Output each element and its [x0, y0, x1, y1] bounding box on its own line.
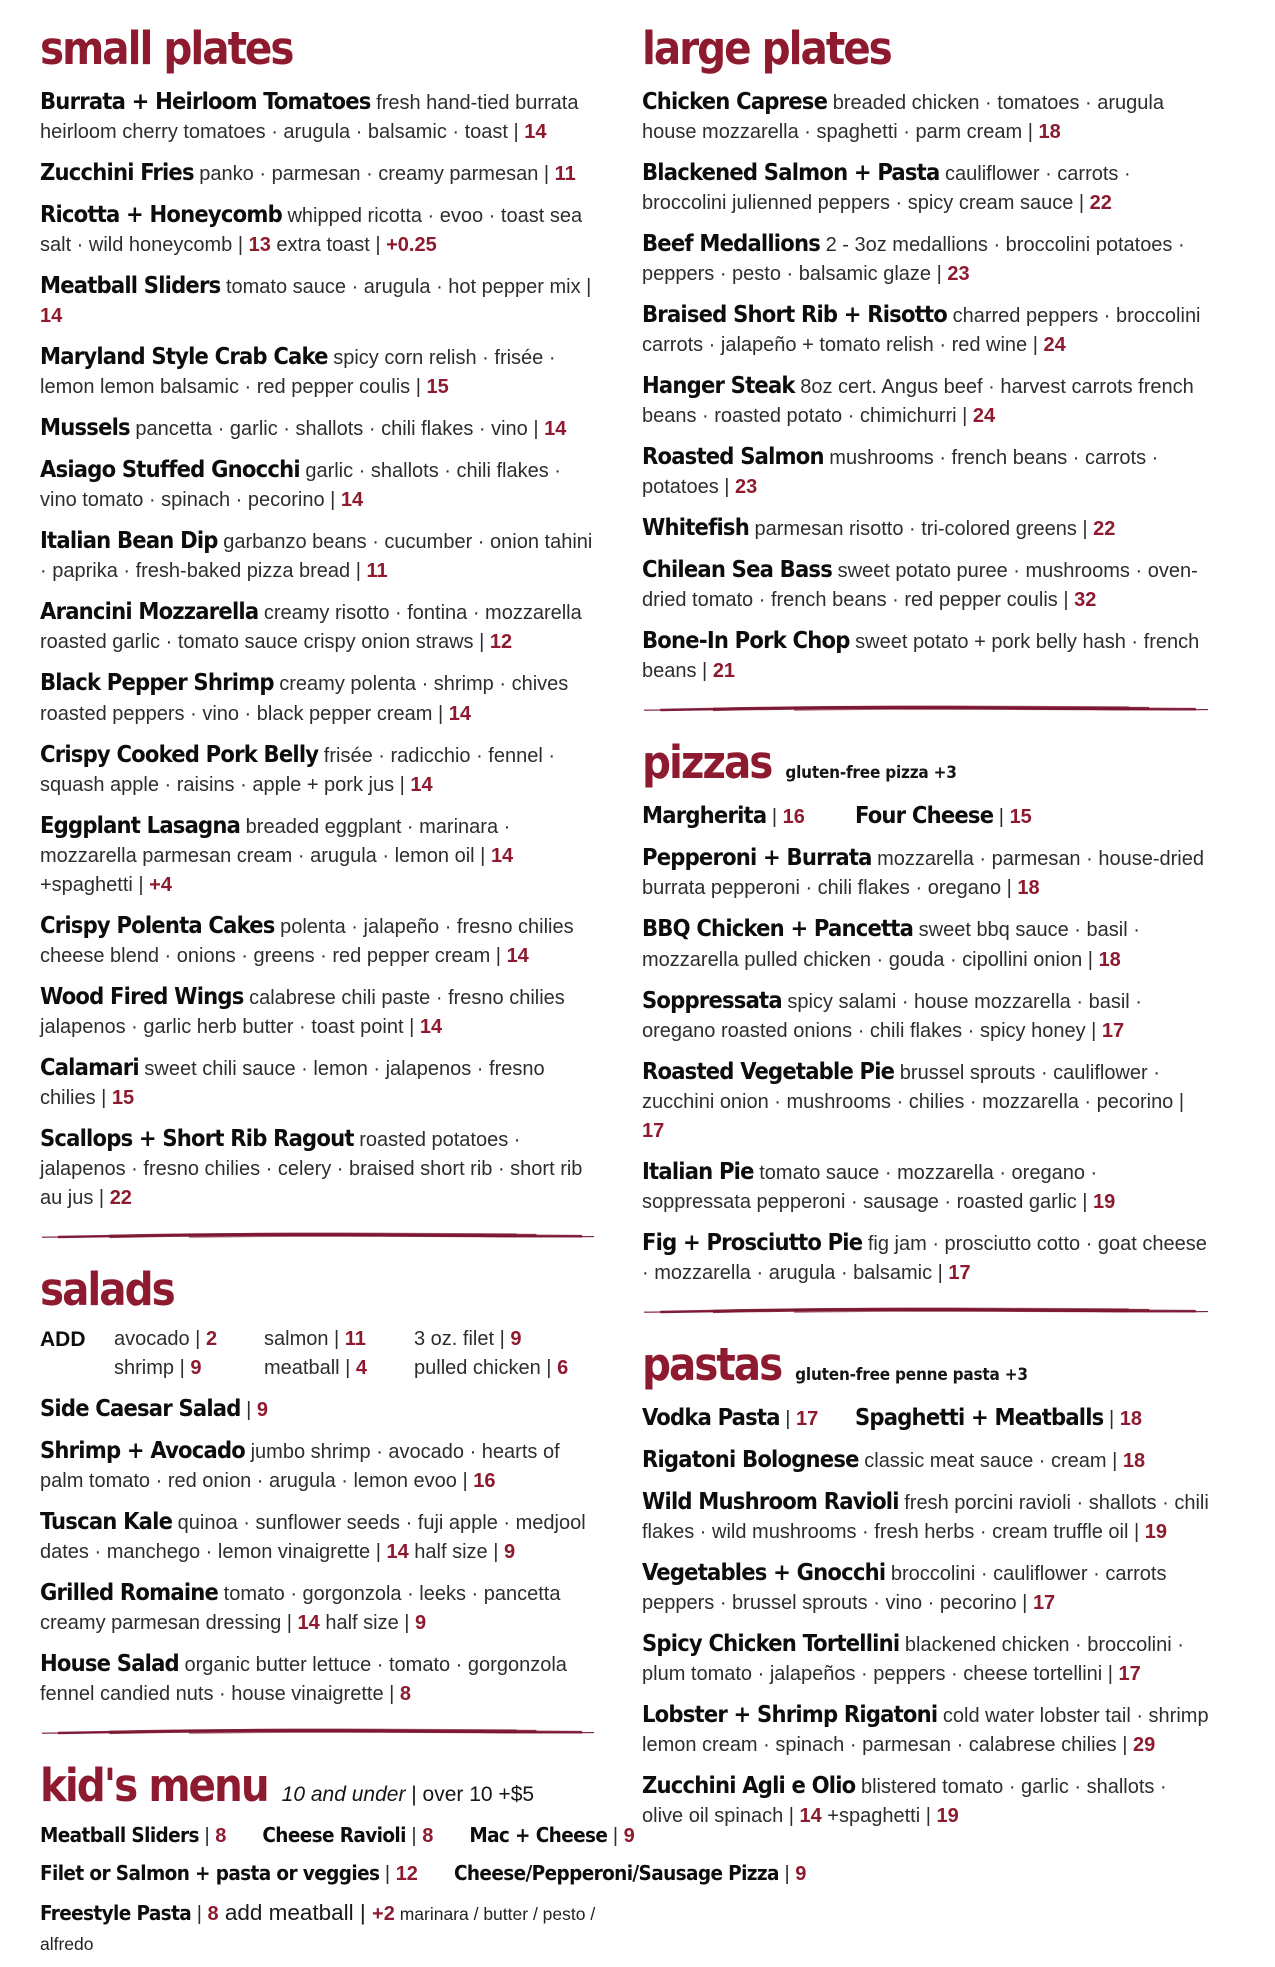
item-description: organic butter lettuce · tomato · gorgonzola fennel candied nuts · house vinaigrette |: [40, 1654, 567, 1706]
menu-item: [40, 1575, 596, 1638]
section-title-text: salads: [40, 1262, 174, 1316]
price: 32: [1074, 589, 1097, 612]
item-description: creamy risotto · fontina · mozzarella roasted garlic · tomato sauce crispy onion straws |: [40, 602, 582, 654]
menu-item: [642, 1225, 1210, 1288]
price: 16: [473, 1469, 496, 1492]
add-ons-label: ADD: [40, 1327, 86, 1351]
price: 21: [712, 660, 736, 683]
item-description: sweet chili sauce · lemon · jalapenos · fresno chilies |: [40, 1057, 545, 1109]
section-large-plates: [642, 22, 1210, 686]
item-description: |: [379, 1862, 396, 1885]
item-name: Crispy Cooked Pork Belly: [40, 739, 319, 768]
menu-item: [642, 1697, 1210, 1760]
section-note: gluten-free pizza +3: [785, 763, 957, 784]
price: 9: [795, 1862, 807, 1885]
section-title-text: kid's menu: [40, 1759, 268, 1813]
section-divider: [642, 1306, 1210, 1316]
item-name: Whitefish: [642, 513, 749, 542]
item-name: Lobster + Shrimp Rigatoni: [642, 1699, 938, 1728]
price: 9: [256, 1398, 269, 1421]
menu-item: [642, 911, 1210, 974]
item-name: Vodka Pasta: [642, 1402, 780, 1431]
item-description: shrimp |: [114, 1356, 191, 1379]
item-name: Italian Bean Dip: [40, 526, 218, 555]
item-description: spicy salami · house mozzarella · basil · oregano roasted onions · chili flakes · spicy honey |: [642, 990, 1142, 1042]
item-description: sweet bbq sauce · basil · mozzarella pulled chicken · gouda · cipollini onion |: [642, 919, 1140, 971]
item-description: breaded eggplant · marinara · mozzarella parmesan cream · arugula · lemon oil |: [40, 815, 511, 867]
add-on-item: [114, 1354, 264, 1383]
price: 18: [1098, 948, 1121, 971]
menu-item: [642, 84, 1210, 147]
price: 9: [503, 1540, 516, 1563]
section-divider: [40, 1231, 596, 1241]
item-description: fresh hand-tied burrata heirloom cherry tomatoes · arugula · balsamic · toast |: [40, 91, 579, 143]
item-name: Spicy Chicken Tortellini: [642, 1628, 900, 1657]
price: 8: [399, 1683, 411, 1706]
menu-item: [642, 840, 1210, 903]
item-name: House Salad: [40, 1649, 179, 1678]
menu-item: [642, 1555, 1210, 1618]
item-name: Beef Medallions: [642, 229, 821, 258]
item-description: blackened chicken · broccolini · plum tomato · jalapeños · peppers · cheese tortellini |: [642, 1633, 1184, 1685]
menu-item: [642, 983, 1210, 1046]
brush-stroke-icon: [40, 1727, 596, 1737]
price: 14: [419, 1015, 443, 1038]
menu-pair: [642, 1400, 1210, 1434]
section-note: | over 10 +$5: [411, 1783, 535, 1807]
price: 11: [366, 560, 388, 583]
price: 18: [1038, 120, 1061, 143]
item-name: Blackened Salmon + Pasta: [642, 157, 940, 186]
menu-item: [469, 1821, 634, 1851]
menu-kids-row: [40, 1859, 807, 1889]
item-description: 3 oz. filet |: [414, 1327, 511, 1350]
price: 23: [735, 476, 758, 499]
item-name: Zucchini Agli e Olio: [642, 1771, 856, 1800]
menu-item: [40, 1821, 226, 1851]
price: 29: [1132, 1734, 1156, 1757]
item-description: |: [191, 1902, 208, 1925]
section-pizzas: [642, 736, 1210, 1287]
add-ons-column: [414, 1325, 568, 1383]
item-description: brussel sprouts · cauliflower · zucchini onion · mushrooms · chilies · mozzarella · pecorino |: [642, 1061, 1185, 1113]
price: 17: [948, 1261, 971, 1284]
menu-item: [40, 1433, 596, 1496]
price: 19: [1144, 1520, 1168, 1543]
item-description: 2 - 3oz medallions · broccolini potatoes · peppers · pesto · balsamic glaze |: [642, 234, 1185, 286]
item-name: Pepperoni + Burrata: [642, 843, 872, 872]
price: 14: [297, 1612, 320, 1635]
menu-item: [642, 1400, 855, 1434]
menu-item: [642, 297, 1210, 360]
item-description: classic meat sauce · cream |: [858, 1449, 1123, 1472]
price: 18: [1119, 1407, 1143, 1430]
item-description: |: [240, 1398, 257, 1421]
item-note: marinara / butter / pesto / alfredo: [40, 1903, 596, 1954]
menu-item: [40, 1859, 418, 1889]
item-description: breaded chicken · tomatoes · arugula house mozzarella · spaghetti · parm cream |: [642, 91, 1164, 143]
item-name: Grilled Romaine: [40, 1577, 219, 1606]
menu-item: [40, 808, 596, 900]
item-description: |: [607, 1824, 624, 1847]
menu-item: [40, 155, 596, 189]
brush-stroke-icon: [40, 1231, 596, 1241]
menu-item: [40, 979, 596, 1042]
item-name: Shrimp + Avocado: [40, 1435, 246, 1464]
item-name: Italian Pie: [642, 1156, 754, 1185]
item-description: 8oz cert. Angus beef · harvest carrots french beans · roasted potato · chimichurri |: [642, 376, 1194, 428]
menu-item: [40, 268, 596, 331]
item-description: quinoa · sunflower seeds · fuji apple · medjool dates · manchego · lemon vinaigrette |: [40, 1511, 586, 1563]
item-name: Mussels: [40, 413, 130, 442]
item-description: fig jam · prosciutto cotto · goat cheese · mozzarella · arugula · balsamic |: [642, 1232, 1207, 1284]
item-name: Wild Mushroom Ravioli: [642, 1486, 899, 1515]
item-name: Cheese Ravioli: [262, 1822, 406, 1847]
price: 17: [1032, 1591, 1056, 1614]
price: 9: [623, 1824, 635, 1847]
item-description: |: [405, 1824, 423, 1847]
item-description: pulled chicken |: [414, 1356, 558, 1379]
item-name: Burrata + Heirloom Tomatoes: [40, 86, 371, 115]
menu-item: [855, 801, 1032, 830]
price: 6: [557, 1356, 569, 1379]
item-name: Rigatoni Bolognese: [642, 1444, 859, 1473]
section-small-plates: [40, 22, 596, 1213]
price: 14: [799, 1805, 822, 1828]
item-name: BBQ Chicken + Pancetta: [642, 914, 914, 943]
menu-item: [642, 1054, 1210, 1146]
price: 15: [111, 1086, 135, 1109]
menu-item: [40, 452, 596, 515]
price: 14: [340, 489, 364, 512]
menu-item: [642, 1626, 1210, 1689]
item-name: Freestyle Pasta: [40, 1900, 192, 1925]
menu-item: [40, 1391, 596, 1425]
price: 13: [248, 234, 271, 257]
item-description: tomato sauce · mozzarella · oregano · soppressata pepperoni · sausage · roasted garlic |: [642, 1161, 1098, 1213]
price: 17: [1118, 1662, 1141, 1685]
menu-pair: [642, 798, 1210, 832]
item-name: Soppressata: [642, 985, 782, 1014]
item-name: Crispy Polenta Cakes: [40, 910, 275, 939]
item-name: Vegetables + Gnocchi: [642, 1557, 886, 1586]
item-name: Cheese/Pepperoni/Sausage Pizza: [453, 1860, 779, 1885]
item-description: panko · parmesan · creamy parmesan |: [193, 162, 555, 185]
item-description: |: [766, 806, 783, 829]
menu-item: [40, 594, 596, 657]
menu-item: [642, 439, 1210, 502]
item-name: Side Caesar Salad: [40, 1393, 241, 1422]
item-description: sweet potato + pork belly hash · french beans |: [642, 631, 1200, 683]
section-title-pastas: [642, 1337, 1210, 1391]
add-on-item: [264, 1325, 414, 1354]
menu-item: [642, 510, 1210, 544]
item-name: Meatball Sliders: [40, 271, 221, 300]
item-description: whipped ricotta · evoo · toast sea salt · wild honeycomb |: [40, 205, 583, 257]
item-description: tomato sauce · arugula · hot pepper mix |: [220, 276, 592, 299]
price: 4: [355, 1356, 368, 1379]
item-name: Braised Short Rib + Risotto: [642, 300, 948, 329]
price: 14: [386, 1540, 409, 1563]
menu-item: [40, 1050, 596, 1113]
item-description: half size |: [319, 1612, 416, 1635]
item-name: Arancini Mozzarella: [40, 597, 259, 626]
menu-item: [642, 552, 1210, 615]
menu-item: [642, 368, 1210, 431]
section-pastas: [642, 1337, 1210, 1831]
item-name: Zucchini Fries: [40, 157, 194, 186]
item-description: |: [778, 1862, 796, 1885]
add-on-item: [414, 1354, 568, 1383]
price: +0.25: [386, 234, 437, 257]
price: 14: [410, 773, 433, 796]
section-title-small-plates: [40, 22, 596, 75]
menu-column-right: [642, 22, 1210, 1967]
item-name: Meatball Sliders: [40, 1822, 199, 1847]
section-title-text: small plates: [40, 22, 293, 75]
price: +4: [149, 873, 172, 896]
menu-item: [642, 798, 855, 832]
item-description: garlic · shallots · chili flakes · vino tomato · spinach · pecorino |: [40, 460, 561, 512]
item-description: creamy polenta · shrimp · chives roasted peppers · vino · black pepper cream |: [40, 673, 569, 725]
item-description: pancetta · garlic · shallots · chili flakes · vino |: [129, 418, 545, 441]
item-description: frisée · radicchio · fennel · squash apple · raisins · apple + pork jus |: [40, 744, 556, 796]
item-name: Eggplant Lasagna: [40, 810, 241, 839]
item-name: Roasted Salmon: [642, 442, 824, 471]
menu-item: [40, 197, 596, 260]
item-description: salmon |: [264, 1327, 345, 1350]
price: 14: [490, 844, 514, 867]
price: 17: [796, 1407, 819, 1430]
add-ons-column: [264, 1325, 414, 1383]
item-text: add meatball |: [218, 1899, 373, 1925]
section-divider: [642, 704, 1210, 714]
price: 9: [415, 1612, 427, 1635]
item-description: jumbo shrimp · avocado · hearts of palm tomato · red onion · arugula · lemon evoo |: [40, 1440, 560, 1492]
menu-item: [40, 1897, 596, 1959]
section-note: 10 and under: [281, 1783, 412, 1807]
item-description: extra toast |: [270, 234, 387, 257]
item-name: Calamari: [40, 1052, 139, 1081]
item-description: meatball |: [264, 1356, 356, 1379]
item-description: parmesan risotto · tri-colored greens |: [748, 518, 1094, 541]
menu-item: [40, 84, 596, 147]
menu-item: [40, 665, 596, 728]
item-name: Ricotta + Honeycomb: [40, 200, 282, 229]
item-description: half size |: [408, 1540, 504, 1563]
menu-item: [40, 339, 596, 402]
add-on-item: [414, 1325, 568, 1354]
item-description: mushrooms · french beans · carrots · potatoes |: [642, 447, 1159, 499]
item-name: Hanger Steak: [642, 371, 795, 400]
item-description: charred peppers · broccolini carrots · jalapeño + tomato relish · red wine |: [642, 305, 1201, 357]
price: 14: [544, 418, 567, 441]
item-name: Wood Fired Wings: [40, 981, 244, 1010]
price: 19: [1093, 1190, 1116, 1213]
item-name: Margherita: [642, 801, 767, 830]
price: 12: [395, 1862, 418, 1885]
menu-item: [642, 155, 1210, 218]
price: 18: [1122, 1449, 1146, 1472]
section-title-text: large plates: [642, 22, 891, 75]
price: +2: [372, 1902, 395, 1925]
item-description: spicy corn relish · frisée · lemon lemon balsamic · red pepper coulis |: [40, 347, 556, 399]
price: 14: [506, 944, 529, 967]
brush-stroke-icon: [642, 1306, 1210, 1316]
price: 19: [936, 1805, 959, 1828]
item-name: Fig + Prosciutto Pie: [642, 1227, 863, 1256]
price: 16: [782, 806, 805, 829]
section-divider: [40, 1727, 596, 1737]
price: 23: [947, 263, 970, 286]
brush-stroke-icon: [642, 704, 1210, 714]
item-description: polenta · jalapeño · fresno chilies cheese blend · onions · greens · red pepper cream |: [40, 915, 574, 967]
price: 8: [422, 1824, 434, 1847]
item-name: Black Pepper Shrimp: [40, 668, 274, 697]
item-name: Four Cheese: [855, 801, 994, 830]
price: 17: [642, 1119, 665, 1142]
section-salads: [40, 1262, 596, 1709]
price: 14: [448, 702, 471, 725]
item-name: Spaghetti + Meatballs: [855, 1402, 1104, 1431]
menu-item: [40, 737, 596, 800]
price: 8: [207, 1902, 219, 1925]
item-name: Chilean Sea Bass: [642, 555, 833, 584]
item-name: Roasted Vegetable Pie: [642, 1056, 895, 1085]
price: 22: [1089, 192, 1112, 215]
item-name: Filet or Salmon + pasta or veggies: [40, 1860, 380, 1885]
item-description: broccolini · cauliflower · carrots peppers · brussel sprouts · vino · pecorino |: [642, 1562, 1167, 1614]
price: 22: [109, 1186, 132, 1209]
menu-item: [40, 1121, 596, 1213]
price: 12: [489, 631, 513, 654]
item-description: |: [779, 1407, 797, 1430]
price: 15: [426, 376, 449, 399]
item-name: Bone-In Pork Chop: [642, 626, 850, 655]
menu-item: [40, 523, 596, 586]
price: 9: [190, 1356, 202, 1379]
item-name: Chicken Caprese: [642, 86, 828, 115]
section-title-kids-menu: [40, 1759, 596, 1813]
item-description: calabrese chili paste · fresno chilies jalapenos · garlic herb butter · toast point |: [40, 986, 565, 1038]
price: 24: [1043, 334, 1066, 357]
price: 14: [40, 305, 63, 328]
add-on-item: [264, 1354, 414, 1383]
menu-item: [642, 1442, 1210, 1476]
item-description: cold water lobster tail · shrimp lemon cream · spinach · parmesan · calabrese chilies |: [642, 1704, 1209, 1757]
menu-item: [642, 1768, 1210, 1831]
price: 22: [1093, 518, 1116, 541]
item-description: avocado |: [114, 1327, 206, 1350]
price: 2: [205, 1327, 218, 1350]
menu-item: [40, 1646, 596, 1709]
price: 17: [1101, 1019, 1125, 1042]
item-description: +spaghetti |: [40, 873, 150, 896]
item-description: sweet potato puree · mushrooms · oven-dried tomato · french beans · red pepper coulis |: [642, 560, 1198, 612]
menu-item: [855, 1402, 1143, 1431]
menu-item: [642, 226, 1210, 289]
section-note: gluten-free penne pasta +3: [795, 1364, 1028, 1385]
price: 8: [215, 1824, 227, 1847]
menu-item: [40, 908, 596, 971]
price: 11: [344, 1327, 366, 1350]
price: 9: [510, 1327, 522, 1350]
menu-item: [262, 1821, 433, 1851]
menu-item: [40, 410, 596, 444]
section-title-pizzas: [642, 736, 1210, 790]
item-description: fresh porcini ravioli · shallots · chili flakes · wild mushrooms · fresh herbs · cream truffle oil |: [642, 1491, 1209, 1543]
menu-item: [40, 1504, 596, 1567]
item-description: |: [1103, 1407, 1120, 1430]
item-description: blistered tomato · garlic · shallots · olive oil spinach |: [642, 1776, 1167, 1828]
section-title-large-plates: [642, 22, 1210, 75]
menu-item: [642, 1154, 1210, 1217]
section-title-text: pizzas: [642, 736, 772, 790]
item-description: roasted potatoes · jalapenos · fresno chilies · celery · braised short rib · short rib au jus |: [40, 1128, 583, 1209]
item-name: Tuscan Kale: [40, 1506, 173, 1535]
add-ons-column: [114, 1325, 264, 1383]
item-description: |: [198, 1824, 216, 1847]
price: 18: [1017, 877, 1040, 900]
item-name: Maryland Style Crab Cake: [40, 342, 328, 371]
section-title-salads: [40, 1262, 596, 1316]
menu-item: [642, 623, 1210, 686]
price: 11: [554, 162, 576, 185]
menu-item: [642, 1484, 1210, 1547]
item-name: Mac + Cheese: [469, 1822, 608, 1847]
item-name: Scallops + Short Rib Ragout: [40, 1123, 354, 1152]
item-description: |: [993, 806, 1010, 829]
menu-kids-row: [40, 1821, 635, 1851]
add-on-item: [114, 1325, 264, 1354]
section-title-text: pastas: [642, 1337, 782, 1391]
price: 24: [972, 405, 996, 428]
item-name: Asiago Stuffed Gnocchi: [40, 455, 300, 484]
menu-add-grid: [40, 1325, 596, 1383]
item-description: mozzarella · parmesan · house-dried burrata pepperoni · chili flakes · oregano |: [642, 848, 1204, 900]
item-description: garbanzo beans · cucumber · onion tahini · paprika · fresh-baked pizza bread |: [40, 531, 593, 583]
price: 14: [524, 120, 547, 143]
price: 15: [1009, 806, 1032, 829]
item-description: cauliflower · carrots · broccolini julienned peppers · spicy cream sauce |: [642, 162, 1131, 215]
item-description: +spaghetti |: [821, 1805, 937, 1828]
item-description: tomato · gorgonzola · leeks · pancetta creamy parmesan dressing |: [40, 1582, 561, 1635]
